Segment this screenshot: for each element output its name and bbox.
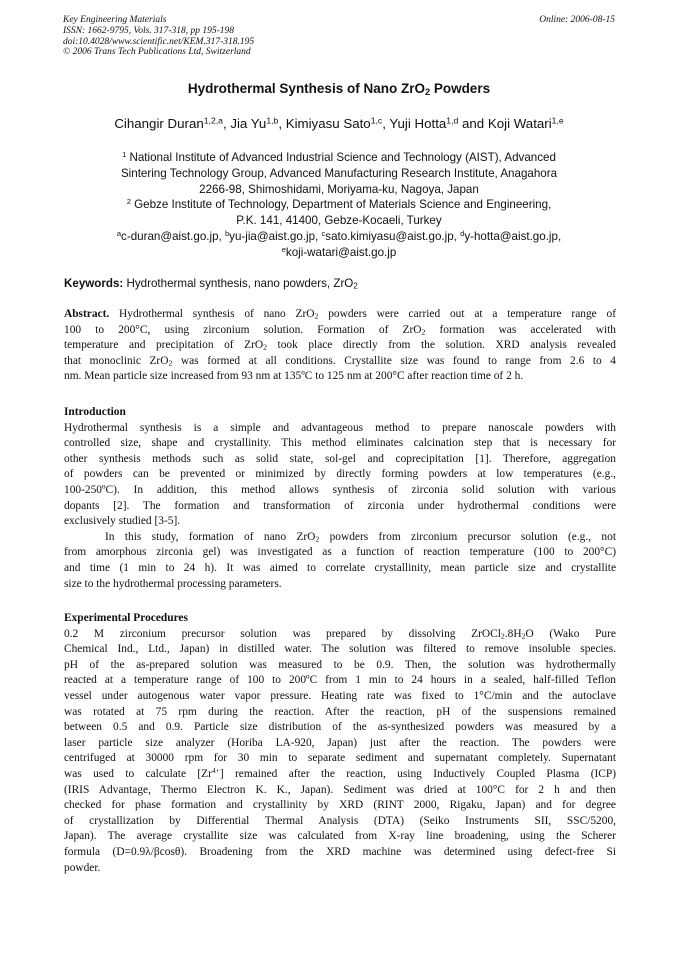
text-line: controlled size, shape and crystallinity. This method eliminates calcination step that is necessary for — [64, 437, 616, 450]
author: Kimiyasu Sato$^{1,c}$, — [285, 115, 390, 131]
author: Koji Watari$^{1,e}$ — [487, 115, 564, 131]
paper-title: Hydrothermal Synthesis of Nano ZrO$_2$ Powders — [187, 81, 491, 97]
affiliations — [60, 150, 618, 261]
author: Yuji Hotta$^{1,d}$ and — [389, 115, 488, 131]
online-date: Online: 2006-08-15 — [539, 15, 615, 25]
email-link[interactable]: y-hotta@aist.go.jp, — [464, 229, 562, 243]
text-line: reacted at a temperature range of 100 to 200ºC from 1 min to 24 hours in a sealed, half-filled Teflon — [64, 674, 616, 687]
affiliation-1-line-2: Sintering Technology Group, Advanced Manufacturing Research Institute, Anagahora — [120, 166, 558, 180]
text-line: Japan). The average crystallite size was calculated from X-ray line broadening, using the Scherer — [64, 830, 616, 843]
experimental-section — [64, 611, 616, 876]
email-line-2: $^e$koji-watari@aist.go.jp — [281, 244, 397, 259]
text-line: other synthesis methods such as solid state, sol-gel and coprecipitation [1]. Therefore, aggregation — [64, 452, 616, 465]
text-line: powder. — [64, 861, 101, 874]
text-line: centrifuged at 30000 rpm for 30 min to separate sediment and supernatant completely. Supernatant — [64, 752, 616, 765]
text-line: laser particle size analyzer (Horiba LA-920, Japan) just after the reaction. The powders were — [64, 736, 616, 749]
author: Jia Yu$^{1,b}$, — [230, 115, 286, 131]
text-line: exclusively studied [3-5]. — [64, 515, 181, 528]
text-line: formula (D=0.9λ/βcosθ). Broadening from the XRD machine was determined using defect-free Si — [64, 845, 616, 858]
abstract-line: 100 to 200°C, using zirconium solution. Formation of ZrO$_2$ formation was accelerated with — [64, 323, 616, 337]
section-heading: Introduction — [64, 406, 126, 418]
email-list: $^a$c-duran@aist.go.jp, $^b$yu-jia@aist.go.jp, $^c$sato.kimiyasu@aist.go.jp, $^d$y-hotta@aist.go.jp, — [116, 228, 562, 243]
text-line: between 0.5 and 0.9. Particle size distribution of the as-synthesized powders was measured by a — [64, 721, 616, 734]
email-link[interactable]: c-duran@aist.go.jp, — [121, 229, 225, 243]
text-line: 0.2 M zirconium precursor solution was prepared by dissolving $ZrOCl_2.8H_2O$ (Wako Pure — [64, 627, 616, 641]
text-line: 100-250ºC). In addition, this method allows synthesis of zirconia solid solution with various — [64, 483, 616, 496]
text-line: Hydrothermal synthesis is a simple and advantageous method to prepare nanoscale powders with — [64, 421, 616, 434]
issn-line: ISSN: 1662-9795, Vols. 317-318, pp 195-198 — [63, 25, 234, 36]
section-heading: Experimental Procedures — [64, 612, 188, 624]
introduction-section — [64, 405, 616, 592]
copyright-line: © 2006 Trans Tech Publications Ltd, Switzerland — [63, 47, 251, 58]
doi-line: doi:10.4028/www.scientific.net/KEM.317-318.195 — [63, 36, 255, 47]
journal-header — [63, 15, 615, 58]
text-line: from amorphous zirconia gel) was investigated as a function of reaction temperature (100 to 200°C) — [64, 546, 616, 559]
text-line: In this study, formation of nano ZrO$_2$ powders from zirconium precursor solution (e.g., not — [105, 530, 616, 544]
text-line: was rotated at 75 rpm during the reaction. After the reaction, pH of the suspensions remained — [64, 705, 616, 718]
text-line: vessel under autogenous water vapor pressure. Heating rate was fixed to 1°C/min and the autoclave — [64, 689, 616, 702]
text-line: and time (1 min to 24 h). It was aimed to correlate crystallinity, mean particle size and crystallite — [64, 561, 616, 574]
text-line: checked for phase formation and crystallinity by XRD (RINT 2000, Rigaku, Japan) and for degree — [64, 799, 616, 812]
abstract-line: temperature and precipitation of ZrO$_2$ took place directly from the solution. XRD analysis revealed — [64, 339, 616, 352]
abstract-line: nm. Mean particle size increased from 93 nm at 135ºC to 125 nm at 200°C after reaction time of 2 h. — [64, 370, 524, 383]
text-line: of crystallization by Differential Thermal Analysis (DTA) (Seiko Instruments SII, SSC/5200, — [64, 814, 616, 827]
journal-name: Key Engineering Materials — [63, 15, 167, 25]
affiliation-2-line-2: P.K. 141, 41400, Gebze-Kocaeli, Turkey — [236, 214, 442, 228]
author-list — [0, 116, 678, 131]
abstract — [64, 307, 616, 385]
affiliation-1-line-3: 2266-98, Shimoshidami, Moriyama-ku, Nagoya, Japan — [199, 182, 479, 196]
text-line: of powders can be prevented or minimized by directly forming powders at low temperatures (e.g., — [64, 468, 616, 481]
email-link[interactable]: yu-jia@aist.go.jp, — [229, 229, 322, 243]
text-line: was used to calculate $[Zr^{4+}]$ remained after the reaction, using Inductively Coupled Plasma (ICP) — [64, 765, 617, 780]
affiliation-1: $^1$ National Institute of Advanced Industrial Science and Technology (AIST), Advanced — [122, 149, 556, 164]
affiliation-2: $^2$ Gebze Institute of Technology, Department of Materials Science and Engineering, — [126, 197, 552, 212]
text-line: Chemical Ind., Ltd., Japan) in distilled water. The solution was filtered to remove insoluble species. — [64, 643, 616, 656]
email-link[interactable]: koji-watari@aist.go.jp — [285, 245, 397, 259]
abstract-line: Abstract. Hydrothermal synthesis of nano ZrO$_2$ powders were carried out at a temperature range of — [64, 308, 616, 321]
author: Cihangir Duran$^{1,2,a}$, — [114, 115, 231, 131]
abstract-line: that monoclinic ZrO$_2$ was formed at all conditions. Crystallite size was found to range from 2.6 to 4 — [64, 354, 616, 368]
text-line: size to the hydrothermal processing parameters. — [64, 577, 282, 590]
keywords: Keywords: Hydrothermal synthesis, nano powders, ZrO$_2$ — [64, 277, 358, 291]
text-line: (IRIS Advantage, Thermo Electron K. K., Japan). Sediment was dried at 100°C for 2 h and then — [64, 783, 616, 796]
email-link[interactable]: sato.kimiyasu@aist.go.jp, — [325, 229, 461, 243]
text-line: dopants [2]. The formation and transformation of zirconia under hydrothermal conditions were — [64, 499, 616, 512]
text-line: pH of the as-prepared solution was measured to be 0.9. Then, the solution was hydrothermally — [64, 658, 616, 671]
